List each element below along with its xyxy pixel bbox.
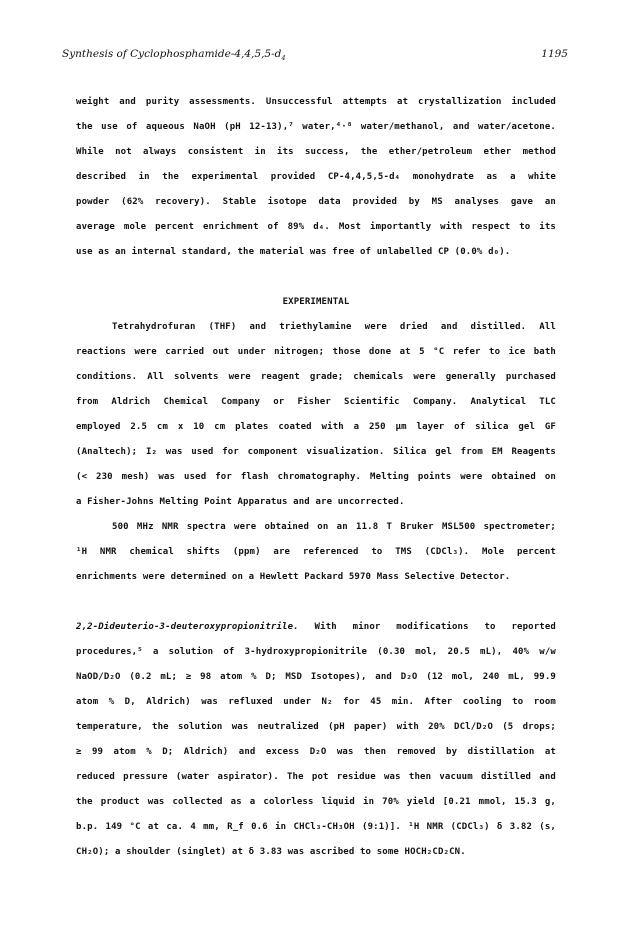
text-line: the use of aqueous NaOH (pH 12-13),⁷ water,⁴·⁸ water/methanol, and water/acetone.	[76, 122, 556, 132]
compound-title: 2,2-Dideuterio-3-deuteroxypropionitrile.	[76, 622, 299, 632]
section-heading-experimental: EXPERIMENTAL	[282, 297, 350, 307]
text-line: weight and purity assessments. Unsuccessful attempts at crystallization included	[76, 97, 556, 107]
paragraph-instrumentation	[76, 521, 556, 596]
text-line: a Fisher-Johns Melting Point Apparatus and are uncorrected.	[76, 497, 405, 507]
text-line: use as an internal standard, the material was free of unlabelled CP (0.0% d₀).	[76, 247, 511, 257]
page-number: 1195	[541, 48, 568, 60]
text-line: NaOD/D₂O (0.2 mL; ≥ 98 atom % D; MSD Isotopes), and D₂O (12 mol, 240 mL, 99.9	[76, 672, 556, 682]
text-line: described in the experimental provided CP-4,4,5,5-d₄ monohydrate as a white	[76, 172, 556, 182]
text-line: 2,2-Dideuterio-3-deuteroxypropionitrile. With minor modifications to reported	[76, 622, 556, 632]
text-line: ¹H NMR chemical shifts (ppm) are referenced to TMS (CDCl₃). Mole percent	[76, 547, 556, 557]
text-line: Tetrahydrofuran (THF) and triethylamine were dried and distilled. All	[112, 322, 556, 332]
text-line: While not always consistent in its success, the ether/petroleum ether method	[76, 147, 556, 157]
text-line: 500 MHz NMR spectra were obtained on an 11.8 T Bruker MSL500 spectrometer;	[112, 522, 556, 532]
paragraph-dideuterio-synthesis	[76, 621, 556, 871]
running-head	[62, 48, 568, 64]
text-line: average mole percent enrichment of 89% d₄. Most importantly with respect to its	[76, 222, 556, 232]
text-line: procedures,⁵ a solution of 3-hydroxypropionitrile (0.30 mol, 20.5 mL), 40% w/w	[76, 647, 556, 657]
text-line: enrichments were determined on a Hewlett Packard 5970 Mass Selective Detector.	[76, 572, 511, 582]
text-line: CH₂O); a shoulder (singlet) at δ 3.83 was ascribed to some HOCH₂CD₂CN.	[76, 847, 466, 857]
text-line: b.p. 149 °C at ca. 4 mm, R_f 0.6 in CHCl₃-CH₃OH (9:1)]. ¹H NMR (CDCl₃) δ 3.82 (s,	[76, 822, 556, 832]
text-line: conditions. All solvents were reagent grade; chemicals were generally purchased	[76, 372, 556, 382]
text-line: reactions were carried out under nitrogen; those done at 5 °C refer to ice bath	[76, 347, 556, 357]
text-line: powder (62% recovery). Stable isotope data provided by MS analyses gave an	[76, 197, 556, 207]
text-line: reduced pressure (water aspirator). The pot residue was then vacuum distilled and	[76, 772, 556, 782]
text-line: temperature, the solution was neutralized (pH paper) with 20% DCl/D₂O (5 drops;	[76, 722, 556, 732]
paragraph-general-methods	[76, 321, 556, 521]
text-line: ≥ 99 atom % D; Aldrich) and excess D₂O was then removed by distillation at	[76, 747, 556, 757]
text-line: atom % D, Aldrich) was refluxed under N₂ for 45 min. After cooling to room	[76, 697, 556, 707]
text-line: from Aldrich Chemical Company or Fisher Scientific Company. Analytical TLC	[76, 397, 556, 407]
text-line: employed 2.5 cm x 10 cm plates coated with a 250 μm layer of silica gel GF	[76, 422, 556, 432]
text-line: (< 230 mesh) was used for flash chromatography. Melting points were obtained on	[76, 472, 556, 482]
paragraph-intro	[76, 96, 556, 271]
running-head-title: Synthesis of Cyclophosphamide-$4,4,5,5-d_4$	[62, 48, 286, 63]
text-line: the product was collected as a colorless liquid in 70% yield [0.21 mmol, 15.3 g,	[76, 797, 556, 807]
page-body	[76, 96, 556, 871]
text-line: (Analtech); I₂ was used for component visualization. Silica gel from EM Reagents	[76, 447, 556, 457]
